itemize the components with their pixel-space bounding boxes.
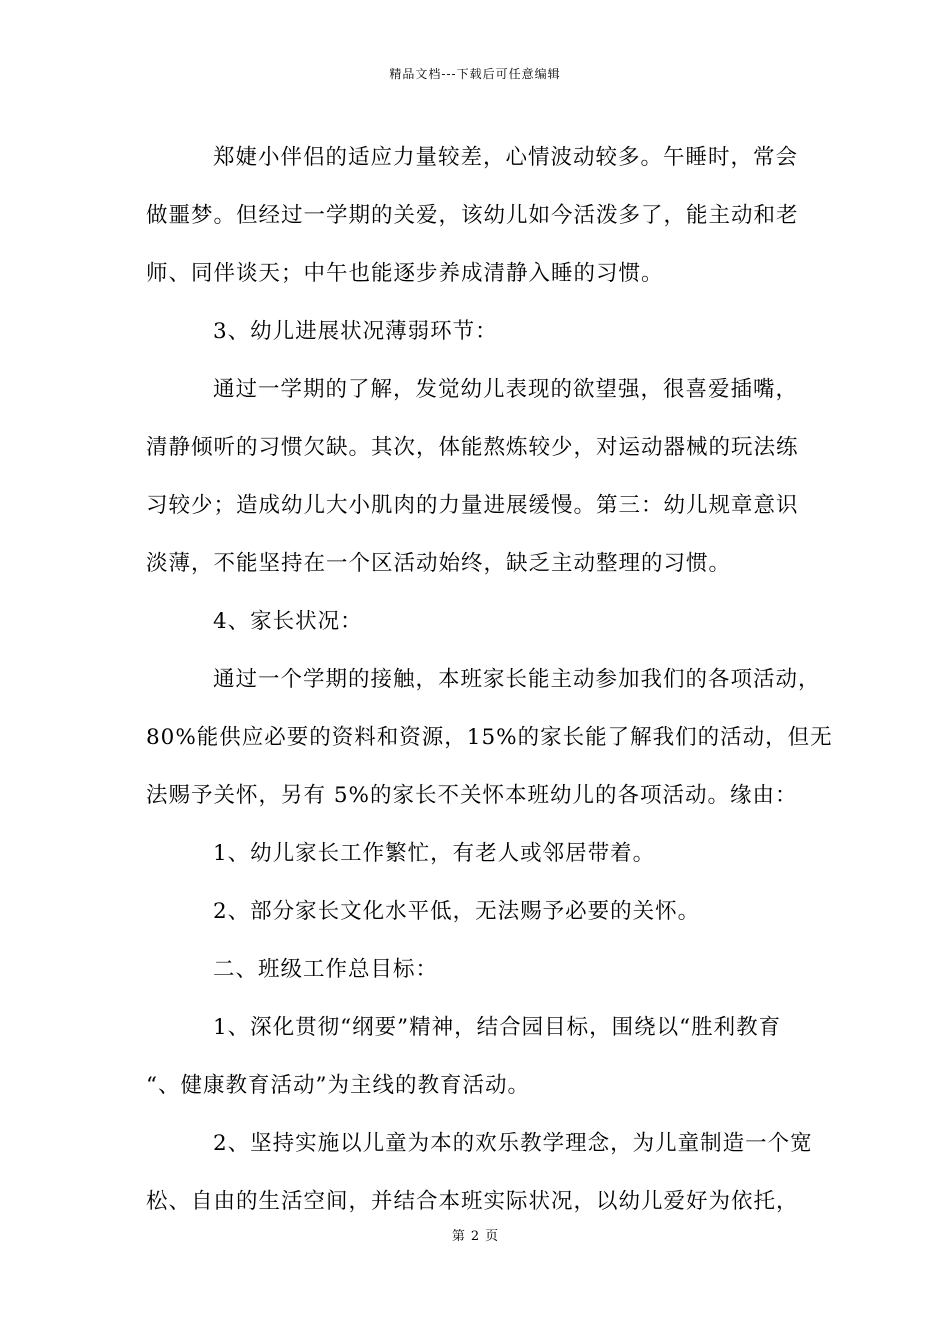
- list-item: 1、深化贯彻“纲要”精神，结合园目标，围绕以“胜利教育: [213, 1015, 782, 1040]
- page-header: 精品文档---下载后可任意编辑: [389, 67, 561, 81]
- paragraph-line: 师、同伴谈天；中午也能逐步养成清静入睡的习惯。: [146, 261, 664, 286]
- paragraph-line: 郑婕小伴侣的适应力量较差，心情波动较多。午睡时，常会: [213, 145, 799, 170]
- page-label-suffix: 页: [485, 1229, 499, 1244]
- section-heading: 二、班级工作总目标：: [213, 957, 439, 982]
- paragraph-line: 清静倾听的习惯欠缺。其次，体能熬炼较少，对运动器械的玩法练: [146, 435, 799, 460]
- paragraph-line: 通过一学期的了解，发觉幼儿表现的欲望强，很喜爱插嘴，: [213, 377, 799, 402]
- paragraph-line: 法赐予关怀，另有 5%的家长不关怀本班幼儿的各项活动。缘由：: [146, 783, 798, 808]
- page-number: 2: [470, 1229, 480, 1244]
- paragraph-line: 80%能供应必要的资料和资源，15%的家长能了解我们的活动，但无: [146, 725, 833, 750]
- list-item: 2、部分家长文化水平低，无法赐予必要的关怀。: [213, 899, 701, 924]
- paragraph-line: “、健康教育活动”为主线的教育活动。: [146, 1073, 530, 1098]
- section-heading: 4、家长状况：: [213, 609, 363, 634]
- list-item: 1、幼儿家长工作繁忙，有老人或邻居带着。: [213, 841, 656, 866]
- document-body: [146, 129, 833, 1231]
- list-item: 2、坚持实施以儿童为本的欢乐教学理念，为儿童制造一个宽: [213, 1131, 813, 1156]
- paragraph-line: 做噩梦。但经过一学期的关爱，该幼儿如今活泼多了，能主动和老: [146, 203, 799, 228]
- paragraph-line: 松、自由的生活空间，并结合本班实际状况，以幼儿爱好为依托，: [146, 1189, 799, 1214]
- paragraph-line: 习较少；造成幼儿大小肌肉的力量进展缓慢。第三：幼儿规章意识: [146, 493, 799, 518]
- paragraph-line: 通过一个学期的接触，本班家长能主动参加我们的各项活动，: [213, 667, 821, 692]
- page-footer: [0, 1229, 950, 1245]
- section-heading: 3、幼儿进展状况薄弱环节：: [213, 319, 498, 344]
- page-label-prefix: 第: [451, 1229, 465, 1244]
- paragraph-line: 淡薄，不能坚持在一个区活动始终，缺乏主动整理的习惯。: [146, 551, 732, 576]
